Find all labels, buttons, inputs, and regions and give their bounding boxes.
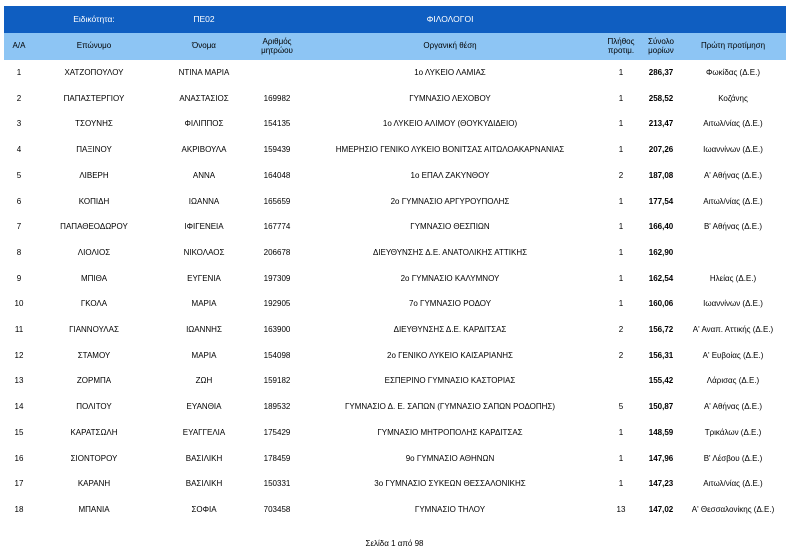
row-points: 162,90 — [648, 247, 674, 257]
row-pref-count: 1 — [618, 119, 624, 129]
row-aa: 9 — [16, 273, 22, 283]
table-row — [4, 60, 786, 86]
specialty-name: ΦΙΛΟΛΟΓΟΙ — [426, 14, 474, 24]
table-row — [4, 189, 786, 215]
row-pref-count: 1 — [618, 145, 624, 155]
row-points: 156,31 — [648, 350, 674, 360]
row-surname: ΚΟΠΙΔΗ — [78, 196, 110, 206]
row-pref-count: 1 — [618, 196, 624, 206]
row-name: ΙΩΑΝΝΗΣ — [186, 325, 222, 334]
table-row — [4, 111, 786, 137]
row-position: ΓΥΜΝΑΣΙΟ ΛΕΧΟΒΟΥ — [409, 93, 491, 103]
row-first-pref: Λάρισας (Δ.Ε.) — [706, 376, 760, 386]
row-pref-count: 2 — [618, 325, 624, 334]
row-registry: 192905 — [263, 299, 291, 309]
row-first-pref — [680, 240, 786, 266]
table-row — [4, 163, 786, 189]
row-points: 156,72 — [648, 325, 674, 334]
table-row — [4, 471, 786, 497]
row-aa: 13 — [14, 376, 24, 386]
row-first-pref: Αιτωλ/νίας (Δ.Ε.) — [703, 119, 763, 129]
row-position: ΔΙΕΥΘΥΝΣΗΣ Δ.Ε. ΚΑΡΔΙΤΣΑΣ — [393, 325, 507, 334]
row-surname: ΛΙΒΕΡΗ — [79, 170, 109, 180]
row-name: ΑΚΡΙΒΟΥΛΑ — [181, 145, 227, 155]
row-position: ΓΥΜΝΑΣΙΟ Δ. Ε. ΣΑΠΩΝ (ΓΥΜΝΑΣΙΟ ΣΑΠΩΝ ΡΟΔΟΠΗΣ) — [344, 402, 556, 412]
row-surname: ΠΟΛΙΤΟΥ — [76, 402, 112, 412]
table-row — [4, 394, 786, 420]
row-position: 9ο ΓΥΜΝΑΣΙΟ ΑΘΗΝΩΝ — [405, 453, 495, 463]
table-row — [4, 86, 786, 112]
row-pref-count: 1 — [618, 299, 624, 309]
row-name: ΕΥΑΝΘΙΑ — [186, 402, 222, 412]
row-points: 160,06 — [648, 299, 674, 309]
col-header-pref-count: Πλήθος προτιμ. — [607, 37, 635, 55]
row-position: 2ο ΓΥΜΝΑΣΙΟ ΑΡΓΥΡΟΥΠΟΛΗΣ — [390, 196, 510, 206]
table-row — [4, 240, 786, 266]
row-first-pref: Κοζάνης — [718, 93, 748, 103]
row-position: ΗΜΕΡΗΣΙΟ ΓΕΝΙΚΟ ΛΥΚΕΙΟ ΒΟΝΙΤΣΑΣ ΑΙΤΩΛΟΑΚΑΡΝΑΝΙΑΣ — [335, 145, 565, 155]
row-position: 1ο ΕΠΑΛ ΖΑΚΥΝΘΟΥ — [410, 170, 490, 180]
row-name: ΖΩΗ — [195, 376, 213, 386]
row-registry: 189532 — [263, 402, 291, 412]
row-aa: 2 — [16, 93, 22, 103]
col-header-registry: Αριθμός μητρώου — [261, 37, 293, 55]
row-first-pref: Β' Αθήνας (Δ.Ε.) — [703, 222, 763, 232]
table-row — [4, 317, 786, 343]
row-points: 213,47 — [648, 119, 674, 129]
row-pref-count: 1 — [618, 427, 624, 437]
row-first-pref: Α' Αθήνας (Δ.Ε.) — [703, 402, 763, 412]
row-registry: 154098 — [263, 350, 291, 360]
row-surname: ΠΑΠΑΘΕΟΔΩΡΟΥ — [60, 222, 128, 232]
row-pref-count: 1 — [618, 479, 624, 489]
row-aa: 18 — [14, 504, 24, 514]
row-surname: ΛΙΟΛΙΟΣ — [77, 247, 111, 257]
table-row — [4, 497, 786, 523]
row-surname: ΠΑΠΑΣΤΕΡΓΙΟΥ — [63, 93, 125, 103]
row-first-pref: Ιωαννίνων (Δ.Ε.) — [703, 299, 763, 309]
row-surname: ΖΟΡΜΠΑ — [76, 376, 112, 386]
table-row — [4, 368, 786, 394]
row-position: 3ο ΓΥΜΝΑΣΙΟ ΣΥΚΕΩΝ ΘΕΣΣΑΛΟΝΙΚΗΣ — [374, 479, 526, 489]
row-position: 2ο ΓΥΜΝΑΣΙΟ ΚΑΛΥΜΝΟΥ — [400, 273, 500, 283]
row-surname: ΠΑΞΙΝΟΥ — [76, 145, 112, 155]
col-header-points: Σύνολο μορίων — [648, 37, 674, 55]
row-position: 1ο ΛΥΚΕΙΟ ΑΛΙΜΟΥ (ΘΟΥΚΥΔΙΔΕΙΟ) — [382, 119, 518, 129]
row-pref-count: 1 — [618, 222, 624, 232]
row-pref-count: 2 — [618, 350, 624, 360]
row-surname: ΚΑΡΑΤΣΩΛΗ — [70, 427, 118, 437]
row-registry: 154135 — [263, 119, 291, 129]
row-surname: ΤΣΟΥΝΗΣ — [75, 119, 113, 129]
table-row — [4, 446, 786, 472]
row-registry: 159439 — [263, 145, 291, 155]
row-aa: 8 — [16, 247, 22, 257]
row-surname: ΣΙΟΝΤΟΡΟΥ — [70, 453, 118, 463]
row-points: 147,02 — [648, 504, 674, 514]
row-registry: 703458 — [263, 504, 291, 514]
page-number: Σελίδα 1 από 98 — [365, 539, 424, 548]
specialty-code: ΠΕ02 — [193, 14, 215, 24]
row-registry: 164048 — [263, 170, 291, 180]
row-name: ΕΥΓΕΝΙΑ — [187, 273, 221, 283]
row-first-pref: Α' Αναπ. Αττικής (Δ.Ε.) — [692, 325, 774, 334]
col-header-surname: Επώνυμο — [76, 41, 112, 51]
row-surname: ΓΙΑΝΝΟΥΛΑΣ — [69, 325, 119, 334]
row-aa: 10 — [14, 299, 24, 309]
row-aa: 7 — [16, 222, 22, 232]
row-points: 207,26 — [648, 145, 674, 155]
row-pref-count: 1 — [618, 453, 624, 463]
row-registry: 159182 — [263, 376, 291, 386]
row-surname: ΜΠΑΝΙΑ — [78, 504, 110, 514]
row-points: 155,42 — [648, 376, 674, 386]
col-header-position: Οργανική θέση — [423, 41, 477, 51]
column-header-row — [4, 33, 786, 60]
row-name: ΝΙΚΟΛΑΟΣ — [183, 247, 225, 257]
row-name: ΑΝΝΑ — [192, 170, 216, 180]
table-row — [4, 266, 786, 292]
row-aa: 15 — [14, 427, 24, 437]
row-registry: 169982 — [263, 93, 291, 103]
row-points: 150,87 — [648, 402, 674, 412]
row-first-pref: Τρικάλων (Δ.Ε.) — [704, 427, 762, 437]
row-points: 177,54 — [648, 196, 674, 206]
row-position: ΓΥΜΝΑΣΙΟ ΘΕΣΠΙΩΝ — [410, 222, 490, 232]
row-registry: 175429 — [263, 427, 291, 437]
col-header-first-pref: Πρώτη προτίμηση — [700, 41, 766, 51]
row-points: 258,52 — [648, 93, 674, 103]
row-name: ΑΝΑΣΤΑΣΙΟΣ — [179, 93, 229, 103]
row-aa: 12 — [14, 350, 24, 360]
row-surname: ΚΑΡΑΝΗ — [77, 479, 111, 489]
col-header-name: Όνομα — [192, 41, 216, 51]
row-first-pref: Α' Θεσσαλονίκης (Δ.Ε.) — [691, 504, 775, 514]
row-pref-count: 2 — [618, 170, 624, 180]
row-points: 286,37 — [648, 68, 674, 77]
row-position: 2ο ΓΕΝΙΚΟ ΛΥΚΕΙΟ ΚΑΙΣΑΡΙΑΝΗΣ — [387, 350, 513, 360]
table-row — [4, 291, 786, 317]
row-surname: ΜΠΙΘΑ — [80, 273, 108, 283]
row-registry: 206678 — [263, 247, 291, 257]
row-points: 166,40 — [648, 222, 674, 232]
row-points: 147,96 — [648, 453, 674, 463]
row-aa: 11 — [14, 325, 24, 334]
row-name: ΜΑΡΙΑ — [191, 299, 217, 309]
row-first-pref: Αιτωλ/νίας (Δ.Ε.) — [703, 479, 763, 489]
table-row — [4, 137, 786, 163]
row-aa: 1 — [16, 68, 22, 77]
row-first-pref: Φωκίδας (Δ.Ε.) — [705, 68, 760, 77]
row-surname: ΣΤΑΜΟΥ — [77, 350, 111, 360]
row-aa: 5 — [16, 170, 22, 180]
row-position: ΓΥΜΝΑΣΙΟ ΜΗΤΡΟΠΟΛΗΣ ΚΑΡΔΙΤΣΑΣ — [377, 427, 523, 437]
row-points: 147,23 — [648, 479, 674, 489]
row-pref-count: 13 — [616, 504, 626, 514]
col-header-aa: Α/Α — [12, 41, 26, 51]
row-points: 162,54 — [648, 273, 674, 283]
row-pref-count: 1 — [618, 68, 624, 77]
row-first-pref: Α' Αθήνας (Δ.Ε.) — [703, 170, 763, 180]
row-registry: 165659 — [263, 196, 291, 206]
row-position: 1ο ΛΥΚΕΙΟ ΛΑΜΙΑΣ — [414, 68, 486, 77]
row-name: ΝΤΙΝΑ ΜΑΡΙΑ — [178, 68, 230, 77]
row-first-pref: Α' Ευβοίας (Δ.Ε.) — [702, 350, 764, 360]
row-name: ΒΑΣΙΛΙΚΗ — [185, 453, 223, 463]
row-name: ΙΦΙΓΕΝΕΙΑ — [184, 222, 224, 232]
row-name: ΣΟΦΙΑ — [191, 504, 217, 514]
row-position: 7ο ΓΥΜΝΑΣΙΟ ΡΟΔΟΥ — [408, 299, 492, 309]
row-first-pref: Ηλείας (Δ.Ε.) — [709, 273, 757, 283]
specialty-label: Ειδικότητα: — [73, 14, 115, 24]
row-pref-count: 1 — [618, 247, 624, 257]
row-aa: 14 — [14, 402, 24, 412]
row-name: ΦΙΛΙΠΠΟΣ — [184, 119, 224, 129]
row-aa: 6 — [16, 196, 22, 206]
row-position: ΓΥΜΝΑΣΙΟ ΤΗΛΟΥ — [414, 504, 486, 514]
row-surname: ΧΑΤΖΟΠΟΥΛΟΥ — [64, 68, 124, 77]
row-pref-count: 1 — [618, 273, 624, 283]
row-registry: 197309 — [263, 273, 291, 283]
row-pref-count: 1 — [618, 93, 624, 103]
table-row — [4, 343, 786, 369]
row-position: ΔΙΕΥΘΥΝΣΗΣ Δ.Ε. ΑΝΑΤΟΛΙΚΗΣ ΑΤΤΙΚΗΣ — [372, 247, 528, 257]
row-name: ΙΩΑΝΝΑ — [188, 196, 220, 206]
row-aa: 4 — [16, 145, 22, 155]
row-registry: 150331 — [263, 479, 291, 489]
row-aa: 3 — [16, 119, 22, 129]
row-name: ΜΑΡΙΑ — [191, 350, 217, 360]
row-registry: 178459 — [263, 453, 291, 463]
row-pref-count: 5 — [618, 402, 624, 412]
row-first-pref: Αιτωλ/νίας (Δ.Ε.) — [703, 196, 763, 206]
row-registry — [254, 60, 300, 86]
row-pref-count — [600, 368, 642, 394]
row-position: ΕΣΠΕΡΙΝΟ ΓΥΜΝΑΣΙΟ ΚΑΣΤΟΡΙΑΣ — [384, 376, 516, 386]
row-surname: ΓΚΟΛΑ — [80, 299, 108, 309]
row-registry: 163900 — [263, 325, 291, 334]
row-first-pref: Β' Λέσβου (Δ.Ε.) — [703, 453, 763, 463]
row-aa: 17 — [14, 479, 24, 489]
specialty-header — [4, 6, 786, 33]
row-points: 148,59 — [648, 427, 674, 437]
table-row — [4, 214, 786, 240]
row-name: ΕΥΑΓΓΕΛΙΑ — [182, 427, 226, 437]
row-name: ΒΑΣΙΛΙΚΗ — [185, 479, 223, 489]
table-row — [4, 420, 786, 446]
row-first-pref: Ιωαννίνων (Δ.Ε.) — [703, 145, 763, 155]
row-aa: 16 — [14, 453, 24, 463]
row-registry: 167774 — [263, 222, 291, 232]
row-points: 187,08 — [648, 170, 674, 180]
